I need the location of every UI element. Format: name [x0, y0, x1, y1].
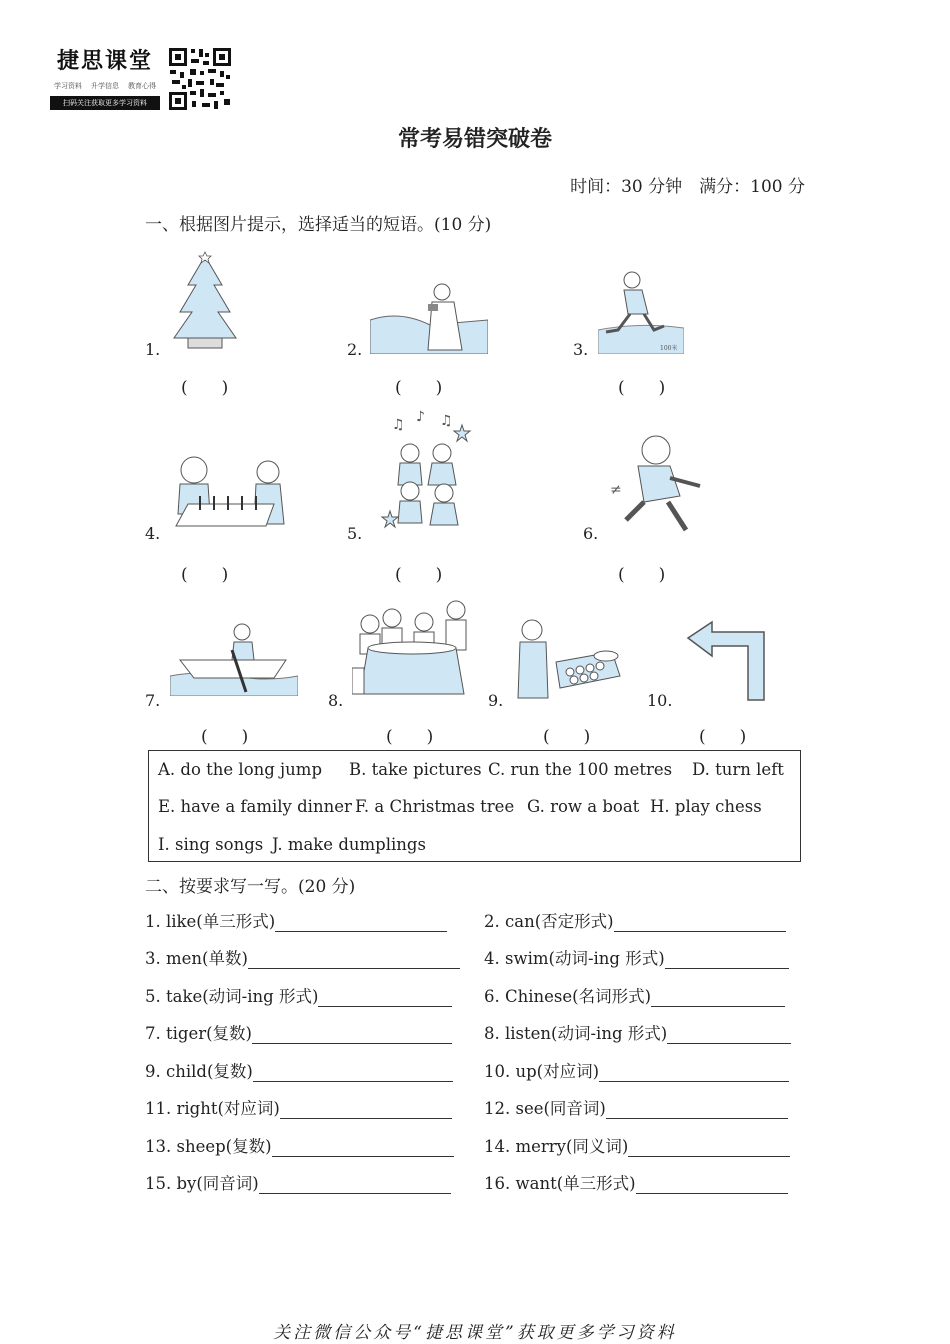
- question-label: 12. see(同音词): [484, 1099, 606, 1118]
- question-label: 3. men(单数): [145, 949, 248, 968]
- question-label: 2. can(否定形式): [484, 912, 614, 931]
- brand-tag: 教育心得: [128, 82, 156, 90]
- singing-children-icon: [378, 405, 474, 537]
- answer-blank[interactable]: [665, 950, 789, 969]
- answer-paren[interactable]: ( ): [181, 565, 229, 585]
- question-label: 11. right(对应词): [145, 1099, 280, 1118]
- picture-number: 5.: [347, 524, 363, 543]
- answer-paren[interactable]: ( ): [395, 378, 443, 398]
- long-jump-icon: [608, 430, 708, 540]
- option-j: J. make dumplings: [272, 835, 426, 854]
- answer-blank[interactable]: [275, 913, 447, 932]
- question-label: 9. child(复数): [145, 1062, 253, 1081]
- question-item: [484, 908, 786, 932]
- footer-note: 关注微信公众号“捷思课堂”获取更多学习资料: [273, 1323, 677, 1343]
- question-item: [145, 983, 452, 1007]
- question-item: [484, 1020, 791, 1044]
- question-item: [145, 1058, 453, 1082]
- answer-paren[interactable]: ( ): [181, 378, 229, 398]
- runner-icon: [598, 270, 684, 354]
- picture-number: 2.: [347, 340, 363, 359]
- option-h: H. play chess: [650, 797, 762, 816]
- answer-blank[interactable]: [248, 950, 460, 969]
- question-item: [484, 1170, 788, 1194]
- question-label: 6. Chinese(名词形式): [484, 987, 652, 1006]
- option-b: B. take pictures: [349, 760, 482, 779]
- answer-blank[interactable]: [252, 1025, 452, 1044]
- answer-blank[interactable]: [614, 913, 786, 932]
- option-g: G. row a boat: [527, 797, 640, 816]
- svg-text:♪: ♪: [416, 409, 425, 425]
- picture-number: 9.: [488, 691, 504, 710]
- answer-paren[interactable]: ( ): [201, 727, 249, 747]
- question-item: [145, 1170, 451, 1194]
- question-item: [484, 983, 785, 1007]
- turn-left-arrow-icon: [686, 620, 766, 702]
- picture-number: 8.: [328, 691, 344, 710]
- svg-text:100米: 100米: [660, 345, 678, 352]
- picture-number: 7.: [145, 691, 161, 710]
- answer-paren[interactable]: ( ): [386, 727, 434, 747]
- answer-paren[interactable]: ( ): [618, 565, 666, 585]
- question-label: 10. up(对应词): [484, 1062, 600, 1081]
- option-i: I. sing songs: [158, 835, 264, 854]
- photographer-icon: [370, 280, 488, 354]
- brand-tag: 学习资料: [54, 82, 82, 90]
- picture-number: 4.: [145, 524, 161, 543]
- answer-blank[interactable]: [636, 1175, 788, 1194]
- answer-blank[interactable]: [272, 1138, 454, 1157]
- question-item: [145, 908, 447, 932]
- answer-paren[interactable]: ( ): [543, 727, 591, 747]
- question-label: 16. want(单三形式): [484, 1174, 636, 1193]
- question-item: [484, 945, 789, 969]
- question-item: [145, 1095, 452, 1119]
- qr-code-icon: [168, 47, 232, 111]
- option-c: C. run the 100 metres: [488, 760, 673, 779]
- answer-blank[interactable]: [628, 1138, 790, 1157]
- question-label: 8. listen(动词-ing 形式): [484, 1024, 668, 1043]
- picture-number: 10.: [647, 691, 673, 710]
- answer-blank[interactable]: [280, 1100, 452, 1119]
- answer-paren[interactable]: ( ): [395, 565, 443, 585]
- answer-blank[interactable]: [259, 1175, 451, 1194]
- answer-blank[interactable]: [667, 1025, 791, 1044]
- answer-blank[interactable]: [318, 988, 452, 1007]
- brand-name: 捷思课堂: [56, 48, 153, 74]
- answer-paren[interactable]: ( ): [618, 378, 666, 398]
- making-dumplings-icon: [516, 616, 622, 700]
- question-label: 14. merry(同义词): [484, 1137, 629, 1156]
- answer-blank[interactable]: [253, 1063, 453, 1082]
- option-a: A. do the long jump: [158, 760, 323, 779]
- question-item: [484, 1058, 789, 1082]
- option-f: F. a Christmas tree: [355, 797, 515, 816]
- answer-paren[interactable]: ( ): [699, 727, 747, 747]
- section-2-heading: 二、按要求写一写。(20 分): [145, 877, 356, 897]
- options-box: [148, 750, 801, 862]
- question-label: 7. tiger(复数): [145, 1024, 252, 1043]
- question-label: 5. take(动词-ing 形式): [145, 987, 319, 1006]
- question-label: 1. like(单三形式): [145, 912, 276, 931]
- question-label: 13. sheep(复数): [145, 1137, 272, 1156]
- question-item: [484, 1095, 788, 1119]
- question-item: [145, 1133, 454, 1157]
- chess-players-icon: [170, 452, 294, 532]
- logo: [50, 44, 160, 112]
- picture-number: 6.: [583, 524, 599, 543]
- exam-meta: 时间：30 分钟 满分：100 分: [570, 177, 805, 197]
- picture-number: 1.: [145, 340, 161, 359]
- svg-text:≠: ≠: [610, 482, 622, 498]
- answer-blank[interactable]: [599, 1063, 789, 1082]
- picture-number: 3.: [573, 340, 589, 359]
- brand-tags: [50, 81, 160, 91]
- family-dinner-icon: [352, 598, 472, 698]
- question-label: 15. by(同音词): [145, 1174, 259, 1193]
- svg-text:♫: ♫: [392, 417, 405, 433]
- svg-text:♫: ♫: [440, 413, 453, 429]
- option-d: D. turn left: [692, 760, 784, 779]
- rowing-boat-icon: [170, 620, 298, 696]
- answer-blank[interactable]: [651, 988, 785, 1007]
- question-item: [145, 1020, 452, 1044]
- question-item: [484, 1133, 790, 1157]
- page-title: 常考易错突破卷: [397, 126, 552, 152]
- question-item: [145, 945, 460, 969]
- question-label: 4. swim(动词-ing 形式): [484, 949, 665, 968]
- christmas-tree-icon: [168, 250, 243, 350]
- section-1-heading: 一、根据图片提示，选择适当的短语。(10 分): [145, 215, 492, 235]
- answer-blank[interactable]: [606, 1100, 788, 1119]
- brand-tag: 升学信息: [91, 82, 119, 90]
- option-e: E. have a family dinner: [158, 797, 352, 816]
- brand-bar: 扫码关注获取更多学习资料: [50, 96, 160, 110]
